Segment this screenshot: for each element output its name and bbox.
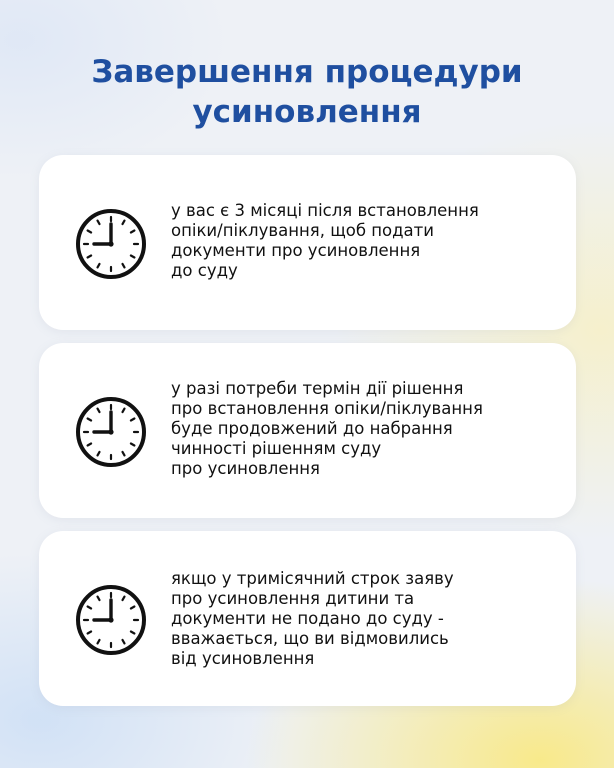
page-title-line-1: Завершення процедури (91, 54, 523, 90)
card-text-line: у вас є 3 місяці після встановлення (171, 201, 479, 220)
card-text (171, 201, 563, 281)
clock-icon (74, 583, 148, 657)
info-card-extension (39, 343, 576, 518)
card-text-line: документи про усиновлення (171, 241, 421, 260)
clock-icon (74, 395, 148, 469)
card-text-line: до суду (171, 261, 238, 280)
card-text-line: чинності рішенням суду (171, 439, 382, 458)
card-text-line: від усиновлення (171, 649, 315, 668)
card-text-line: вважається, що ви відмовились (171, 629, 449, 648)
card-text-line: опіки/піклування, щоб подати (171, 221, 434, 240)
info-card-refusal (39, 531, 576, 706)
clock-icon (74, 207, 148, 281)
card-text-line: про встановлення опіки/піклування (171, 399, 483, 418)
card-text (171, 379, 563, 479)
card-text-line: про усиновлення (171, 459, 320, 478)
info-card-deadline (39, 155, 576, 330)
page-title-line-2: усиновлення (192, 94, 422, 130)
card-text (171, 569, 563, 669)
page-title (0, 52, 614, 132)
card-text-line: документи не подано до суду - (171, 609, 444, 628)
card-text-line: у разі потреби термін дії рішення (171, 379, 464, 398)
card-text-line: якщо у тримісячний строк заяву (171, 569, 454, 588)
card-text-line: про усиновлення дитини та (171, 589, 415, 608)
card-text-line: буде продовжений до набрання (171, 419, 453, 438)
